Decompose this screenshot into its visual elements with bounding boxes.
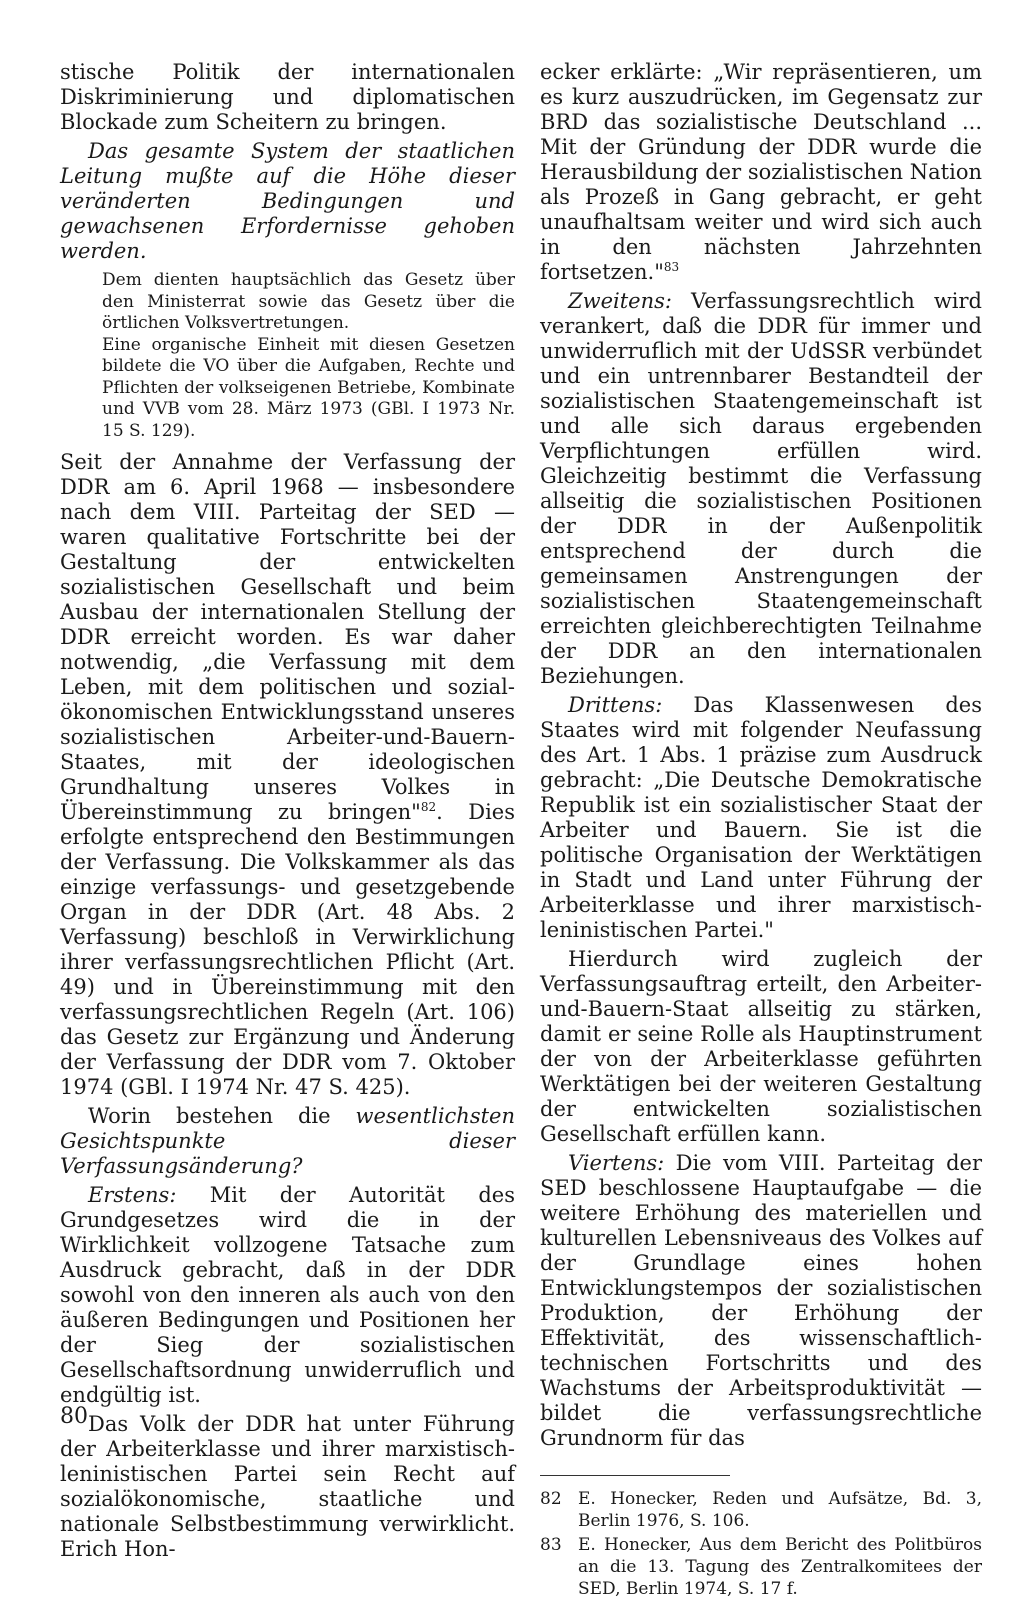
footnote-text: E. Honecker, Reden und Aufsätze, Bd. 3, Berlin 1976, S. 106. <box>578 1489 982 1531</box>
text: Verfassungsrechtlich wird verankert, daß die DDR für immer und unwiderruflich mit der UdSSR verbündet und ein untrennbarer Bestandteil der sozialistischen Staatengemeinschaft ist und alle sich daraus ergebenden Verpflichtungen erfüllen wird. Gleichzeitig bestimmt die Verfassung allseitig die sozialistischen Positionen der DDR in der Außenpolitik entsprechend der durch die gemeinsamen Anstrengungen der sozialistischen Staatengemeinschaft erreichten gleichberechtigten Teilnahme der DDR an den internationalen Beziehungen. <box>540 289 982 688</box>
paragraph <box>540 289 982 689</box>
paragraph <box>60 450 515 1100</box>
paragraph <box>540 60 982 285</box>
text: Das Klassenwesen des Staates wird mit folgender Neufassung des Art. 1 Abs. 1 präzise zum Ausdruck gebracht: „Die Deutsche Demokratische Republik ist ein sozialistischer Staat der Arbeiter und Bauern. Sie ist die politische Organisation der Werktätigen in Stadt und Land unter Führung der Arbeiterklasse und ihrer marxistisch-leninistischen Partei." <box>540 693 982 942</box>
paragraph: stische Politik der internationalen Diskriminierung und diplomatischen Blockade zum Scheitern zu bringen. <box>60 60 515 134</box>
section-label: Drittens: <box>568 693 663 717</box>
small-paragraph: Dem dienten hauptsächlich das Gesetz über den Ministerrat sowie das Gesetz über die örtlichen Volksvertretungen. <box>102 270 515 333</box>
footnote-divider <box>540 1475 730 1476</box>
paragraph <box>60 1183 515 1408</box>
footnote-number: 83 <box>540 1535 562 1555</box>
paragraph: Hierdurch wird zugleich der Verfassungsauftrag erteilt, den Arbeiter-und-Bauern-Staat allseitig zu stärken, damit er seine Rolle als Hauptinstrument der von der Arbeiterklasse geführten Werktätigen bei der weiteren Gestaltung der entwickelten sozialistischen Gesellschaft erfüllen kann. <box>540 947 982 1146</box>
footnote-number: 82 <box>540 1489 562 1509</box>
small-paragraph: Eine organische Einheit mit diesen Gesetzen bildete die VO über die Aufgaben, Rechte und Pflichten der volkseigenen Betriebe, Kombinate und VVB vom 28. März 1973 (GBl. I 1973 Nr. 15 S. 129). <box>102 334 515 441</box>
text: ecker erklärte: „Wir repräsentieren, um es kurz auszudrücken, im Gegensatz zur BRD das sozialistische Deutschland ... Mit der Gründung der DDR wurde die Herausbildung der sozialistischen Nation als Prozeß in Gang gebracht, er geht unaufhaltsam weiter und wird sich auch in den nächsten Jahrzehnten fortsetzen." <box>540 60 982 284</box>
text: Worin bestehen die <box>88 1104 356 1128</box>
right-column <box>540 60 982 1602</box>
text: Mit der Autorität des Grundgesetzes wird die in der Wirklichkeit vollzogene Tatsache zum Ausdruck gebracht, daß in der DDR sowohl von den inneren als auch von den äußeren Bedingungen und Positionen her der Sieg der sozialistischen Gesellschaftsordnung unwiderruflich und endgültig ist. <box>60 1183 515 1407</box>
paragraph <box>540 1151 982 1451</box>
paragraph: Das Volk der DDR hat unter Führung der Arbeiterklasse und ihrer marxistisch-leninistischen Partei sein Recht auf sozialökonomische, staatliche und nationale Selbstbestimmung verwirklicht. Erich Hon- <box>60 1412 515 1561</box>
footnote-ref: 83 <box>663 260 680 274</box>
italic-paragraph: Das gesamte System der staatlichen Leitung mußte auf die Höhe dieser veränderten Bedingungen und gewachsenen Erfordernisse gehoben werden. <box>60 139 515 263</box>
footnote <box>540 1534 982 1600</box>
section-label: Erstens: <box>88 1183 177 1207</box>
footnote-ref: 82 <box>420 800 437 814</box>
text: Die vom VIII. Parteitag der SED beschlossene Hauptaufgabe — die weitere Erhöhung des materiellen und kulturellen Lebensniveaus des Volkes auf der Grundlage eines hohen Entwicklungstempos der sozialistischen Produktion, der Erhöhung der Effektivität, des wissenschaftlich-technischen Fortschritts und des Wachstums der Arbeitsproduktivität — bildet die verfassungsrechtliche Grundnorm für das <box>540 1151 982 1450</box>
section-label: Viertens: <box>568 1151 665 1175</box>
text: . Dies erfolgte entsprechend den Bestimmungen der Verfassung. Die Volkskammer als das einzige verfassungs- und gesetzgebende Organ in der DDR (Art. 48 Abs. 2 Verfassung) beschloß in Verwirklichung ihrer verfassungsrechtlichen Pflicht (Art. 49) und in Übereinstimmung mit den verfassungsrechtlichen Regeln (Art. 106) das Gesetz zur Ergänzung und Änderung der Verfassung der DDR vom 7. Oktober 1974 (GBl. I 1974 Nr. 47 S. 425). <box>60 800 516 1099</box>
text: Seit der Annahme der Verfassung der DDR am 6. April 1968 — insbesondere nach dem VIII. Parteitag der SED — waren qualitative Fortschritte bei der Gestaltung der entwickelten sozialistischen Gesellschaft und beim Ausbau der internationalen Stellung der DDR erreicht worden. Es war daher notwendig, „die Verfassung mit dem Leben, mit dem politischen und sozial-ökonomischen Entwicklungsstand unseres sozialistischen Arbeiter-und-Bauern-Staates, mit der ideologischen Grundhaltung unseres Volkes in Übereinstimmung zu bringen" <box>60 450 515 824</box>
paragraph <box>60 1104 515 1179</box>
page-number: 80 <box>60 1404 88 1429</box>
footnote-text: E. Honecker, Aus dem Bericht des Politbüros an die 13. Tagung des Zentralkomitees der SED, Berlin 1974, S. 17 f. <box>578 1535 982 1599</box>
left-column <box>60 60 515 1562</box>
italic-text: wesentlichsten Gesichtspunkte dieser Verfassungsänderung? <box>60 1104 515 1178</box>
section-label: Zweitens: <box>568 289 672 313</box>
paragraph <box>540 693 982 943</box>
footnote <box>540 1488 982 1532</box>
